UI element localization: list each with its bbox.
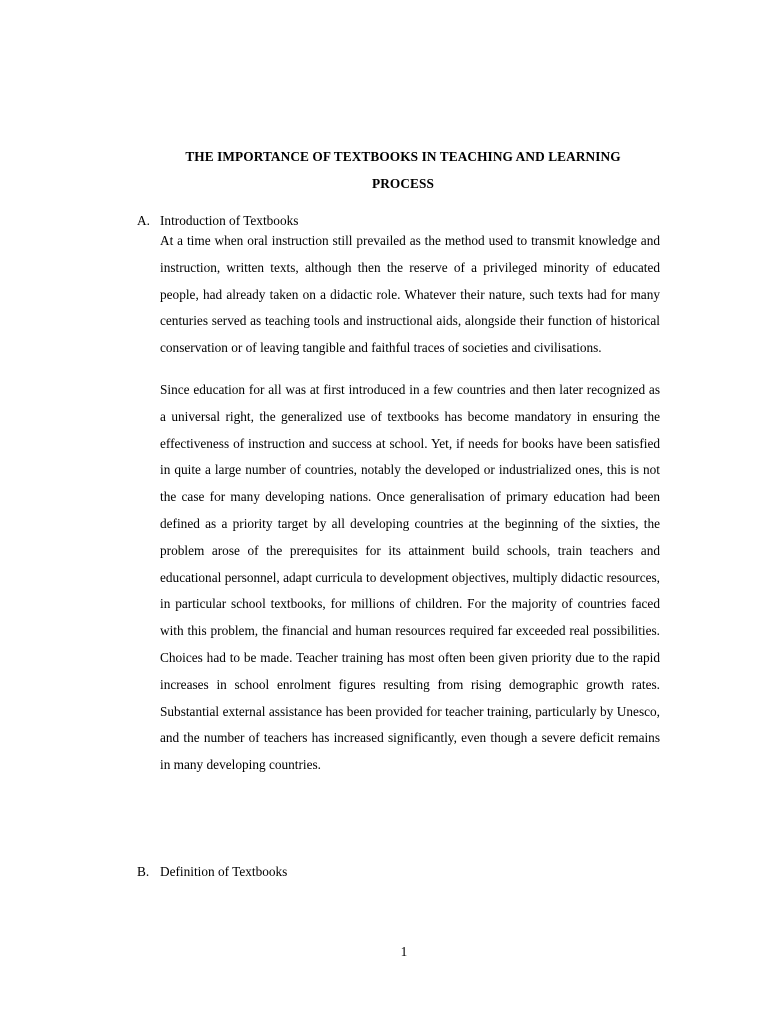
section-marker: A.: [137, 213, 150, 228]
section-heading-text: Definition of Textbooks: [160, 864, 288, 879]
section-heading-text: Introduction of Textbooks: [160, 213, 299, 228]
section-marker: B.: [137, 864, 150, 879]
paragraph: At a time when oral instruction still prevailed as the method used to transmit knowledge and instruction, written texts, although then the reserve of a privileged minority of educated people, had already taken on a didactic role. Whatever their nature, such texts had for many centuries served as teaching tools and instructional aids, alongside their function of historical conservation or of leaving tangible and faithful traces of societies and civilisations.: [160, 233, 660, 356]
document-title-line-2: PROCESS: [371, 176, 435, 191]
paragraph: Since education for all was at first introduced in a few countries and then later recognized as a universal right, the generalized use of textbooks has become mandatory in ensuring the effectiveness of instruction and success at school. Yet, if needs for books have been satisfied in quite a large number of countries, notably the developed or industrialized ones, this is not the case for many developing nations. Once generalisation of primary education had been defined as a priority target by all developing countries at the beginning of the sixties, the problem arose of the prerequisites for its attainment build schools, train teachers and educational personnel, adapt curricula to development objectives, multiply didactic resources, in particular school textbooks, for millions of children. For the majority of countries faced with this problem, the financial and human resources required far exceeded real possibilities. Choices had to be made. Teacher training has most often been given priority due to the rapid increases in school enrolment figures resulting from rising demographic growth rates. Substantial external assistance has been provided for teacher training, particularly by Unesco, and the number of teachers has increased significantly, even though a severe deficit remains in many developing countries.: [160, 382, 660, 773]
document-title-line-1: THE IMPORTANCE OF TEXTBOOKS IN TEACHING AND LEARNING: [185, 149, 621, 164]
section-heading-definition: [137, 863, 287, 881]
page-number: 1: [400, 944, 408, 959]
